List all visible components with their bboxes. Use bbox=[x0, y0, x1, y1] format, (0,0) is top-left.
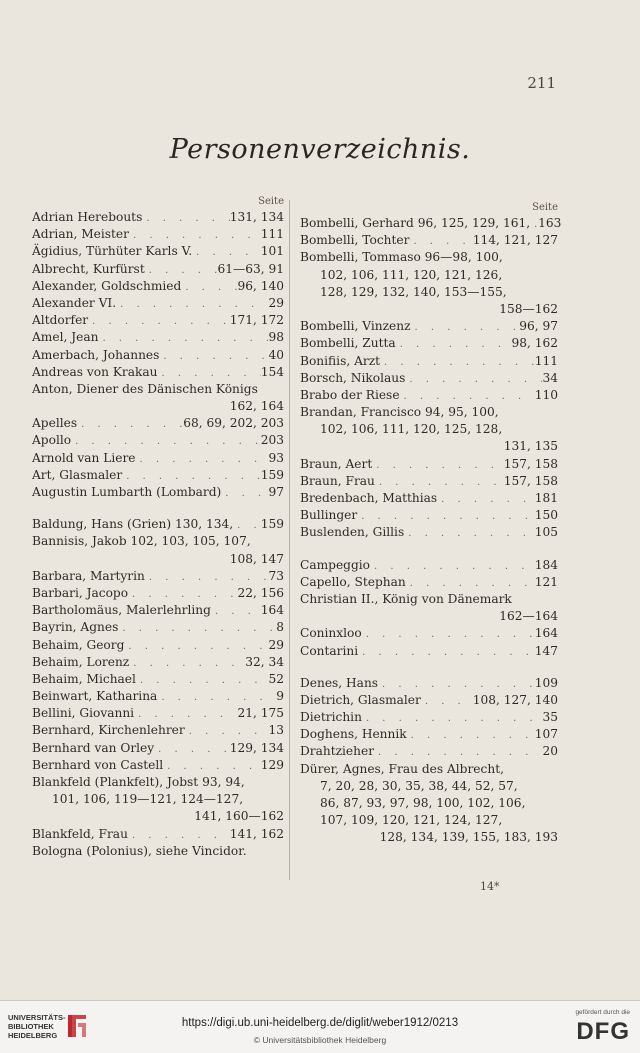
index-entry bbox=[32, 722, 284, 739]
index-entry bbox=[300, 353, 558, 370]
entry-name: Apelles bbox=[32, 416, 78, 431]
entry-name: Art, Glasmaler bbox=[32, 467, 123, 482]
leader-dots bbox=[400, 388, 535, 405]
entry-name: Drahtzieher bbox=[300, 744, 375, 759]
seite-label-left: Seite bbox=[258, 196, 284, 207]
entry-name: Contarini bbox=[300, 643, 359, 658]
leader-dots bbox=[71, 433, 261, 450]
entry-pages: 147 bbox=[534, 643, 558, 658]
entry-name: Adrian, Meister bbox=[32, 227, 129, 242]
leader-dots bbox=[77, 416, 183, 433]
entry-name: Bernhard van Orley bbox=[32, 740, 155, 755]
library-name-line: HEIDELBERG bbox=[8, 1031, 58, 1040]
leader-dots bbox=[362, 626, 535, 643]
index-entry bbox=[32, 295, 284, 312]
index-entry bbox=[300, 507, 558, 524]
index-entry bbox=[32, 568, 284, 585]
entry-continuation: 7, 20, 28, 30, 35, 38, 44, 52, 57, bbox=[320, 778, 518, 793]
entry-name: Ägidius, Türhüter Karls V. bbox=[32, 244, 193, 259]
leader-dots bbox=[407, 727, 535, 744]
entry-pages: 157, 158 bbox=[503, 473, 558, 488]
index-entry-line: Bologna (Polonius), siehe Vincidor. bbox=[32, 843, 247, 858]
entry-name: Bellini, Giovanni bbox=[32, 706, 135, 721]
entry-name: Bartholomäus, Malerlehrling bbox=[32, 603, 211, 618]
entry-name: Coninxloo bbox=[300, 626, 362, 641]
page-title: Personenverzeichnis. bbox=[169, 134, 471, 165]
index-entry bbox=[300, 625, 558, 642]
entry-pages: 108, 127, 140 bbox=[472, 692, 558, 707]
entry-pages: 159 bbox=[260, 517, 284, 532]
entry-pages: 154 bbox=[260, 364, 284, 379]
entry-pages: 32, 34 bbox=[245, 654, 284, 669]
index-entry bbox=[300, 574, 558, 591]
leader-dots bbox=[122, 468, 261, 485]
index-entry bbox=[32, 637, 284, 654]
entry-pages: 157, 158 bbox=[503, 456, 558, 471]
entry-name: Behaim, Georg bbox=[32, 637, 125, 652]
leader-dots bbox=[372, 457, 503, 474]
entry-name: Bredenbach, Matthias bbox=[300, 491, 438, 505]
leader-dots bbox=[159, 348, 268, 365]
index-entry bbox=[300, 557, 558, 574]
entry-name: Bernhard von Castell bbox=[32, 757, 164, 772]
entry-continuation: 162, 164 bbox=[229, 399, 284, 414]
leader-dots bbox=[233, 517, 261, 534]
entry-name: Brabo der Riese bbox=[300, 387, 400, 402]
entry-pages: 111 bbox=[260, 227, 284, 242]
entry-name: Capello, Stephan bbox=[300, 574, 406, 589]
index-entry bbox=[32, 484, 284, 501]
leader-dots bbox=[158, 365, 261, 382]
index-entry bbox=[300, 524, 558, 541]
letter-gap bbox=[300, 542, 558, 557]
entry-name: Bombelli, Zutta bbox=[300, 336, 396, 351]
entry-pages: 22, 156 bbox=[237, 585, 284, 600]
entry-pages: 29 bbox=[268, 637, 284, 652]
entry-name: Albrecht, Kurfürst bbox=[32, 261, 145, 276]
entry-name: Apollo bbox=[32, 433, 72, 448]
entry-pages: 109 bbox=[534, 675, 558, 690]
entry-name: Bombelli, Vinzenz bbox=[300, 319, 411, 334]
index-entry bbox=[300, 318, 558, 335]
leader-dots bbox=[128, 827, 230, 844]
leader-dots bbox=[211, 603, 261, 620]
leader-dots bbox=[411, 319, 520, 336]
index-entry bbox=[300, 456, 558, 473]
signature-mark: 14* bbox=[480, 880, 500, 893]
seite-label-right: Seite bbox=[532, 202, 558, 213]
leader-dots bbox=[370, 558, 535, 575]
leader-dots bbox=[154, 741, 230, 758]
entry-name: Arnold van Liere bbox=[32, 450, 136, 465]
leader-dots bbox=[375, 474, 504, 491]
entry-pages: 141, 162 bbox=[229, 826, 284, 841]
leader-dots bbox=[181, 279, 237, 296]
entry-pages: 40 bbox=[268, 347, 284, 362]
entry-name: Borsch, Nikolaus bbox=[300, 370, 406, 385]
library-name-line: BIBLIOTHEK bbox=[8, 1022, 54, 1031]
index-entry-line: Dürer, Agnes, Frau des Albrecht, bbox=[300, 761, 504, 776]
index-entry bbox=[32, 757, 284, 774]
leader-dots bbox=[145, 262, 218, 279]
index-entry bbox=[32, 278, 284, 295]
entry-name: Amerbach, Johannes bbox=[32, 347, 160, 362]
entry-pages: 184 bbox=[534, 557, 558, 572]
leader-dots bbox=[192, 244, 261, 261]
entry-pages: 121 bbox=[534, 574, 558, 589]
entry-pages: 68, 69, 202, 203 bbox=[183, 416, 284, 431]
entry-pages: 98 bbox=[268, 330, 284, 345]
leader-dots bbox=[358, 644, 535, 661]
funded-by-text: gefördert durch die bbox=[575, 1009, 630, 1016]
leader-dots bbox=[142, 210, 229, 227]
entry-name: Bernhard, Kirchenlehrer bbox=[32, 723, 185, 738]
column-divider bbox=[289, 200, 290, 880]
entry-continuation: 101, 106, 119—121, 124—127, bbox=[52, 792, 244, 807]
index-entry bbox=[32, 705, 284, 722]
entry-name: Bonifiis, Arzt bbox=[300, 353, 381, 368]
entry-name: Bayrin, Agnes bbox=[32, 620, 119, 635]
entry-pages: 13 bbox=[268, 723, 284, 738]
entry-continuation: 141, 160—162 bbox=[194, 809, 284, 824]
leader-dots bbox=[421, 693, 473, 710]
index-entry bbox=[300, 643, 558, 660]
leader-dots bbox=[88, 313, 230, 330]
index-entry bbox=[32, 654, 284, 671]
index-entry bbox=[32, 347, 284, 364]
entry-pages: 73 bbox=[268, 568, 284, 583]
entry-name: Braun, Frau bbox=[300, 473, 375, 488]
index-entry-line: Bannisis, Jakob 102, 103, 105, 107, bbox=[32, 534, 251, 549]
leader-dots bbox=[129, 655, 245, 672]
index-entry bbox=[300, 370, 558, 387]
index-list-left bbox=[32, 209, 284, 860]
index-entry bbox=[32, 671, 284, 688]
leader-dots bbox=[530, 216, 538, 233]
index-entry bbox=[32, 467, 284, 484]
entry-name: Bullinger bbox=[300, 508, 358, 523]
entry-pages: 8 bbox=[276, 620, 284, 635]
leader-dots bbox=[374, 744, 542, 761]
entry-pages: 52 bbox=[268, 671, 284, 686]
entry-continuation: 108, 147 bbox=[229, 551, 284, 566]
copyright-text: © Universitätsbibliothek Heidelberg bbox=[253, 1035, 387, 1045]
index-entry bbox=[300, 490, 558, 507]
letter-gap bbox=[300, 660, 558, 675]
entry-pages: 150 bbox=[534, 508, 558, 523]
entry-continuation: 86, 87, 93, 97, 98, 100, 102, 106, bbox=[320, 796, 526, 810]
leader-dots bbox=[136, 451, 269, 468]
leader-dots bbox=[405, 371, 542, 388]
entry-name: Doghens, Hennik bbox=[300, 727, 407, 742]
leader-dots bbox=[404, 525, 535, 542]
entry-name: Bombelli, Tochter bbox=[300, 233, 410, 248]
entry-pages: 111 bbox=[534, 353, 558, 368]
library-name-line: UNIVERSITÄTS- bbox=[8, 1013, 66, 1022]
index-entry bbox=[32, 312, 284, 329]
index-entry bbox=[32, 243, 284, 260]
index-entry bbox=[32, 826, 284, 843]
index-entry bbox=[32, 329, 284, 346]
leader-dots bbox=[185, 723, 269, 740]
index-entry-line: Blankfeld (Plankfelt), Jobst 93, 94, bbox=[32, 775, 245, 789]
index-entry bbox=[32, 226, 284, 243]
entry-continuation: 102, 106, 111, 120, 121, 126, bbox=[320, 267, 503, 282]
leader-dots bbox=[362, 710, 543, 727]
entry-pages: 164 bbox=[534, 626, 558, 641]
entry-name: Barbari, Jacopo bbox=[32, 585, 129, 600]
index-entry bbox=[300, 215, 562, 232]
entry-pages: 114, 121, 127 bbox=[472, 233, 558, 248]
index-column-right bbox=[300, 194, 562, 847]
entry-pages: 9 bbox=[276, 689, 284, 704]
leader-dots bbox=[437, 491, 535, 508]
entry-pages: 96, 97 bbox=[519, 319, 558, 334]
leader-dots bbox=[116, 296, 268, 313]
leader-dots bbox=[98, 330, 268, 347]
index-column-left bbox=[32, 194, 284, 860]
entry-name: Andreas von Krakau bbox=[32, 364, 158, 379]
index-entry bbox=[300, 335, 558, 352]
index-entry bbox=[300, 232, 558, 249]
entry-pages: 159 bbox=[260, 467, 284, 482]
leader-dots bbox=[221, 485, 268, 502]
entry-name: Adrian Herebouts bbox=[32, 210, 143, 224]
entry-name: Dietrichin bbox=[300, 710, 362, 725]
index-entry bbox=[32, 602, 284, 619]
index-entry bbox=[32, 209, 284, 226]
index-entry bbox=[300, 692, 558, 709]
entry-name: Alexander, Goldschmied bbox=[32, 278, 182, 293]
leader-dots bbox=[163, 758, 261, 775]
index-entry-line: Brandan, Francisco 94, 95, 100, bbox=[300, 405, 499, 420]
entry-pages: 105 bbox=[534, 525, 558, 540]
index-entry-line: Bombelli, Tommaso 96—98, 100, bbox=[300, 250, 503, 265]
entry-name: Denes, Hans bbox=[300, 675, 379, 690]
entry-name: Barbara, Martyrin bbox=[32, 568, 145, 583]
leader-dots bbox=[409, 233, 472, 250]
leader-dots bbox=[128, 586, 237, 603]
index-list-right bbox=[300, 215, 562, 847]
index-entry bbox=[32, 619, 284, 636]
index-entry-line: Christian II., König von Dänemark bbox=[300, 591, 512, 606]
entry-continuation: 131, 135 bbox=[503, 439, 558, 454]
entry-name: Dietrich, Glasmaler bbox=[300, 692, 421, 707]
entry-pages: 129, 134 bbox=[229, 740, 284, 755]
leader-dots bbox=[380, 354, 535, 371]
entry-pages: 34 bbox=[542, 370, 558, 385]
leader-dots bbox=[357, 508, 535, 525]
index-entry bbox=[300, 743, 558, 760]
entry-name: Braun, Aert bbox=[300, 456, 373, 471]
leader-dots bbox=[124, 638, 268, 655]
entry-pages: 96, 140 bbox=[237, 278, 284, 293]
entry-continuation: 162—164 bbox=[499, 609, 558, 624]
entry-continuation: 107, 109, 120, 121, 124, 127, bbox=[320, 813, 503, 828]
entry-name: Baldung, Hans (Grien) 130, 134, bbox=[32, 517, 234, 532]
leader-dots bbox=[406, 575, 535, 592]
entry-pages: 131, 134 bbox=[229, 210, 284, 224]
index-entry bbox=[32, 740, 284, 757]
entry-pages: 171, 172 bbox=[229, 313, 284, 328]
leader-dots bbox=[396, 336, 512, 353]
entry-name: Altdorfer bbox=[32, 313, 89, 328]
entry-name: Behaim, Michael bbox=[32, 671, 136, 686]
entry-pages: 181 bbox=[534, 491, 558, 505]
leader-dots bbox=[129, 227, 261, 244]
index-entry bbox=[300, 473, 558, 490]
index-entry bbox=[32, 261, 284, 278]
entry-pages: 129 bbox=[260, 757, 284, 772]
leader-dots bbox=[136, 672, 269, 689]
entry-pages: 20 bbox=[542, 744, 558, 759]
leader-dots bbox=[145, 569, 269, 586]
index-entry bbox=[300, 726, 558, 743]
index-entry bbox=[32, 450, 284, 467]
index-entry bbox=[300, 709, 558, 726]
entry-pages: 101 bbox=[260, 244, 284, 259]
index-entry bbox=[32, 432, 284, 449]
entry-pages: 29 bbox=[268, 295, 284, 310]
index-entry bbox=[32, 364, 284, 381]
page-url-link[interactable]: https://digi.ub.uni-heidelberg.de/diglit/weber1912/0213 bbox=[181, 1017, 459, 1029]
index-entry-line: Anton, Diener des Dänischen Königs bbox=[32, 381, 258, 396]
leader-dots bbox=[118, 620, 276, 637]
entry-pages: 98, 162 bbox=[511, 336, 558, 351]
index-entry bbox=[300, 387, 558, 404]
entry-continuation: 128, 129, 132, 140, 153—155, bbox=[320, 284, 507, 299]
entry-name: Alexander VI. bbox=[32, 295, 117, 310]
entry-name: Amel, Jean bbox=[32, 330, 99, 345]
entry-pages: 93 bbox=[268, 450, 284, 465]
entry-name: Bombelli, Gerhard 96, 125, 129, 161, bbox=[300, 216, 531, 230]
index-entry bbox=[32, 516, 284, 533]
leader-dots bbox=[134, 706, 237, 723]
entry-pages: 164 bbox=[260, 603, 284, 618]
entry-name: Behaim, Lorenz bbox=[32, 654, 130, 669]
index-entry bbox=[300, 675, 558, 692]
viewer-footer bbox=[0, 1000, 640, 1053]
dfg-logo: DFG bbox=[576, 1018, 630, 1045]
entry-continuation: 128, 134, 139, 155, 183, 193 bbox=[379, 830, 558, 845]
leader-dots bbox=[378, 676, 535, 693]
entry-continuation: 102, 106, 111, 120, 125, 128, bbox=[320, 422, 503, 437]
entry-name: Buslenden, Gillis bbox=[300, 525, 405, 540]
entry-name: Blankfeld, Frau bbox=[32, 826, 128, 841]
entry-pages: 35 bbox=[542, 710, 558, 725]
entry-pages: 203 bbox=[260, 433, 284, 448]
entry-pages: 110 bbox=[534, 387, 558, 402]
entry-pages: 21, 175 bbox=[237, 706, 284, 721]
index-entry bbox=[32, 688, 284, 705]
leader-dots bbox=[157, 689, 276, 706]
entry-pages: 97 bbox=[268, 485, 284, 499]
entry-pages: 107 bbox=[534, 727, 558, 742]
entry-name: Campeggio bbox=[300, 557, 371, 572]
entry-pages: 61—63, 91 bbox=[217, 261, 284, 276]
entry-name: Beinwart, Katharina bbox=[32, 689, 158, 704]
entry-continuation: 158—162 bbox=[499, 301, 558, 316]
page-number: 211 bbox=[527, 74, 556, 92]
entry-pages: 163 bbox=[538, 216, 562, 230]
index-entry bbox=[32, 415, 284, 432]
index-entry bbox=[32, 585, 284, 602]
entry-name: Augustin Lumbarth (Lombard) bbox=[32, 485, 222, 499]
letter-gap bbox=[32, 501, 284, 516]
